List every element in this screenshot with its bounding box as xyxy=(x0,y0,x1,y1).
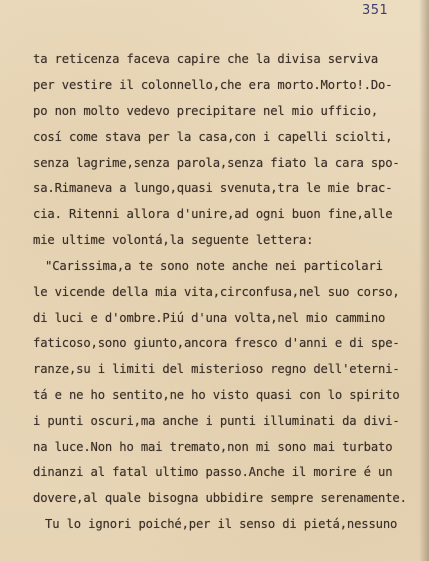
page-number: 351 xyxy=(362,3,389,18)
text-line: dinanzi al fatal ultimo passo.Anche il morire é un xyxy=(33,465,393,479)
text-line: i punti oscuri,ma anche i punti illuminati da divi- xyxy=(33,414,400,428)
text-line: le vicende della mia vita,circonfusa,nel suo corso, xyxy=(33,285,400,299)
text-line: ta reticenza faceva capire che la divisa serviva xyxy=(33,52,378,66)
text-line: cosí come stava per la casa,con i capelli sciolti, xyxy=(33,130,393,144)
text-line: Tu lo ignori poiché,per il senso di pietá,nessuno xyxy=(45,517,398,531)
text-line: faticoso,sono giunto,ancora fresco d'anni e di spe- xyxy=(33,336,400,350)
text-line: tá e ne ho sentito,ne ho visto quasi con lo spirito xyxy=(33,388,400,402)
text-line: sa.Rimaneva a lungo,quasi svenuta,tra le mie brac- xyxy=(33,181,393,195)
text-line: na luce.Non ho mai tremato,non mi sono mai turbato xyxy=(33,440,393,454)
text-line: po non molto vedevo precipitare nel mio ufficio, xyxy=(33,104,378,118)
text-line: di luci e d'ombre.Piú d'una volta,nel mio cammino xyxy=(33,311,386,325)
text-line: "Carissima,a te sono note anche nei particolari xyxy=(45,259,383,273)
text-line: mie ultime volontá,la seguente lettera: xyxy=(33,233,314,247)
text-line: cia. Ritenni allora d'unire,ad ogni buon fine,alle xyxy=(33,207,393,221)
text-line: per vestire il colonnello,che era morto.Morto!.Do- xyxy=(33,78,393,92)
text-line: senza lagrime,senza parola,senza fiato la cara spo- xyxy=(33,156,400,170)
text-line: dovere,al quale bisogna ubbidire sempre serenamente. xyxy=(33,491,407,505)
text-line: ranze,su i limiti del misterioso regno dell'eterni- xyxy=(33,362,400,376)
